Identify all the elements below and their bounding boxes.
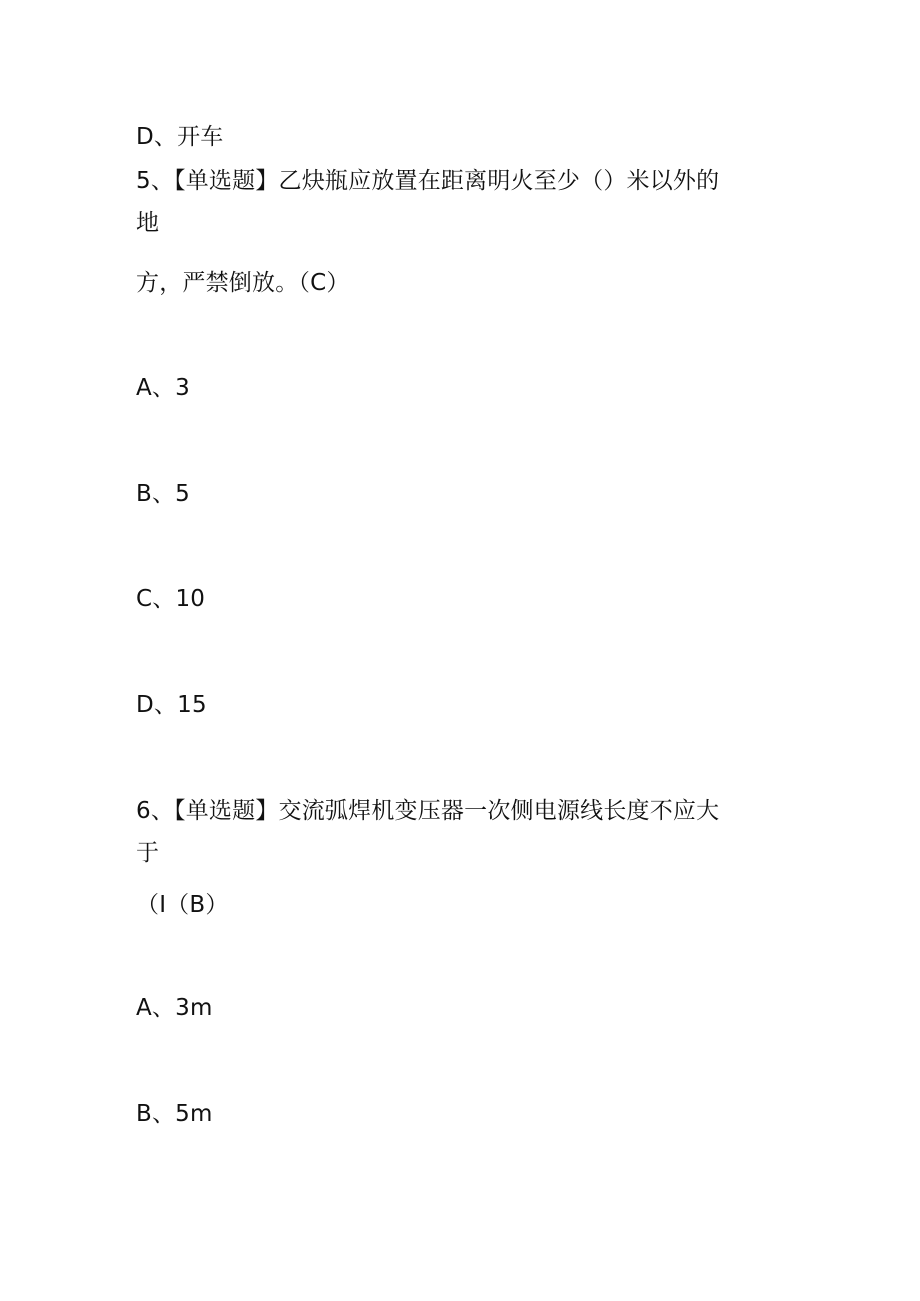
q4-option-d: D、开车	[136, 124, 224, 150]
q5-option-d: D、15	[136, 692, 207, 718]
q5-stem-line-1: 5、【单选题】乙炔瓶应放置在距离明火至少（）米以外的	[136, 168, 720, 194]
q6-option-b: B、5m	[136, 1101, 213, 1127]
q5-option-a: A、3	[136, 375, 190, 401]
q6-stem-line-2: 于	[136, 840, 160, 866]
q5-stem-line-3: 方，严禁倒放。（C）	[136, 270, 350, 296]
q5-option-b: B、5	[136, 481, 191, 507]
q6-option-a: A、3m	[136, 995, 213, 1021]
q6-stem-line-3: （I（B）	[136, 892, 229, 918]
q6-stem-line-1: 6、【单选题】交流弧焊机变压器一次侧电源线长度不应大	[136, 798, 720, 824]
q5-stem-line-2: 地	[136, 210, 160, 236]
q5-option-c: C、10	[136, 586, 206, 612]
